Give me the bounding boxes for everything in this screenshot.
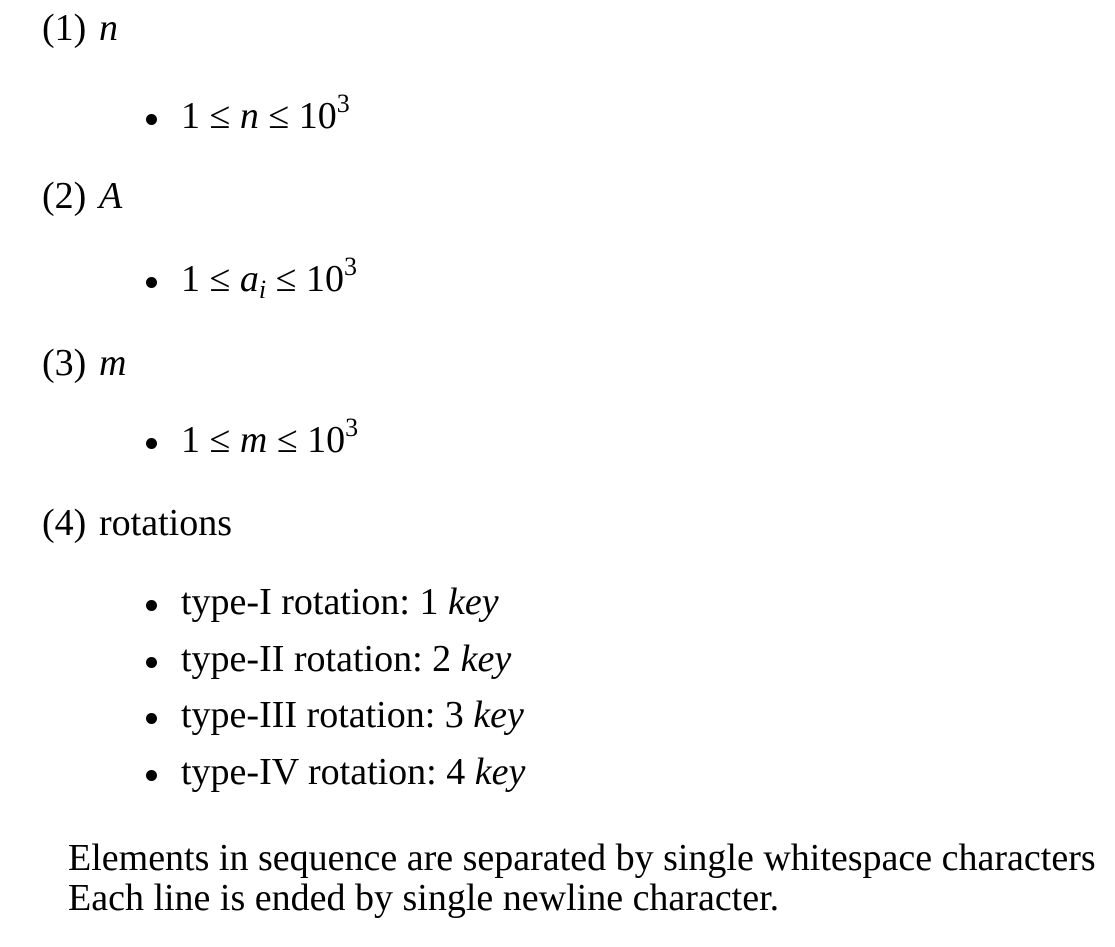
text-segment: a (239, 258, 259, 300)
bullet-icon (146, 114, 157, 125)
text-segment: ≤ 10 (258, 95, 337, 137)
bullet-text (181, 695, 524, 735)
superscript: 3 (343, 252, 357, 281)
text-segment: ≤ 10 (266, 258, 344, 300)
bullet-text (181, 89, 350, 140)
enum-item-header (0, 343, 1115, 383)
text-segment: key (473, 694, 524, 736)
enum-number: (1) (42, 7, 87, 49)
enum-title: rotations (99, 502, 232, 544)
bullet-icon (146, 277, 157, 288)
text-segment: key (460, 638, 512, 680)
bullet-item (0, 413, 1115, 461)
footer-line-2: Each line is ended by single newline character. (68, 877, 780, 919)
enum-item-header (0, 8, 1115, 48)
footer-line-1: Elements in sequence are separated by single whitespace characters (68, 837, 1096, 879)
bullet-icon (146, 713, 157, 724)
text-segment: type-I rotation: 1 (181, 581, 448, 623)
text-segment: key (447, 581, 499, 623)
bullet-text (181, 752, 525, 792)
bullet-icon (146, 438, 157, 449)
enum-number: (3) (42, 342, 87, 384)
enum-title: A (99, 175, 123, 217)
bullet-item (0, 89, 1115, 137)
enum-number: (2) (42, 175, 87, 217)
text-segment: 1 ≤ (181, 258, 240, 300)
bullet-icon (146, 657, 157, 668)
bullet-text (181, 413, 359, 464)
superscript: 3 (345, 413, 359, 442)
subscript: i (258, 275, 267, 304)
superscript: 3 (336, 89, 350, 118)
bullet-text (181, 582, 499, 622)
bullet-item (0, 252, 1115, 304)
enum-item-header (0, 176, 1115, 216)
bullet-icon (146, 600, 157, 611)
enum-title: m (99, 342, 127, 384)
text-segment: type-III rotation: 3 (181, 694, 474, 736)
bullet-item (0, 752, 1115, 792)
footer-paragraph (68, 838, 1096, 918)
bullet-text (181, 639, 511, 679)
text-segment: n (239, 95, 259, 137)
bullet-item (0, 639, 1115, 679)
text-segment: 1 ≤ (181, 419, 240, 461)
enum-item-header (0, 503, 1115, 543)
text-segment: m (239, 419, 268, 461)
bullet-item (0, 582, 1115, 622)
bullet-item (0, 695, 1115, 735)
text-segment: type-II rotation: 2 (181, 638, 461, 680)
text-segment: 1 ≤ (181, 95, 240, 137)
text-segment: key (474, 751, 526, 793)
enum-number: (4) (42, 502, 87, 544)
text-segment: ≤ 10 (267, 419, 346, 461)
bullet-icon (146, 770, 157, 781)
bullet-text (181, 252, 357, 304)
enum-title: n (99, 7, 118, 49)
text-segment: type-IV rotation: 4 (181, 751, 475, 793)
